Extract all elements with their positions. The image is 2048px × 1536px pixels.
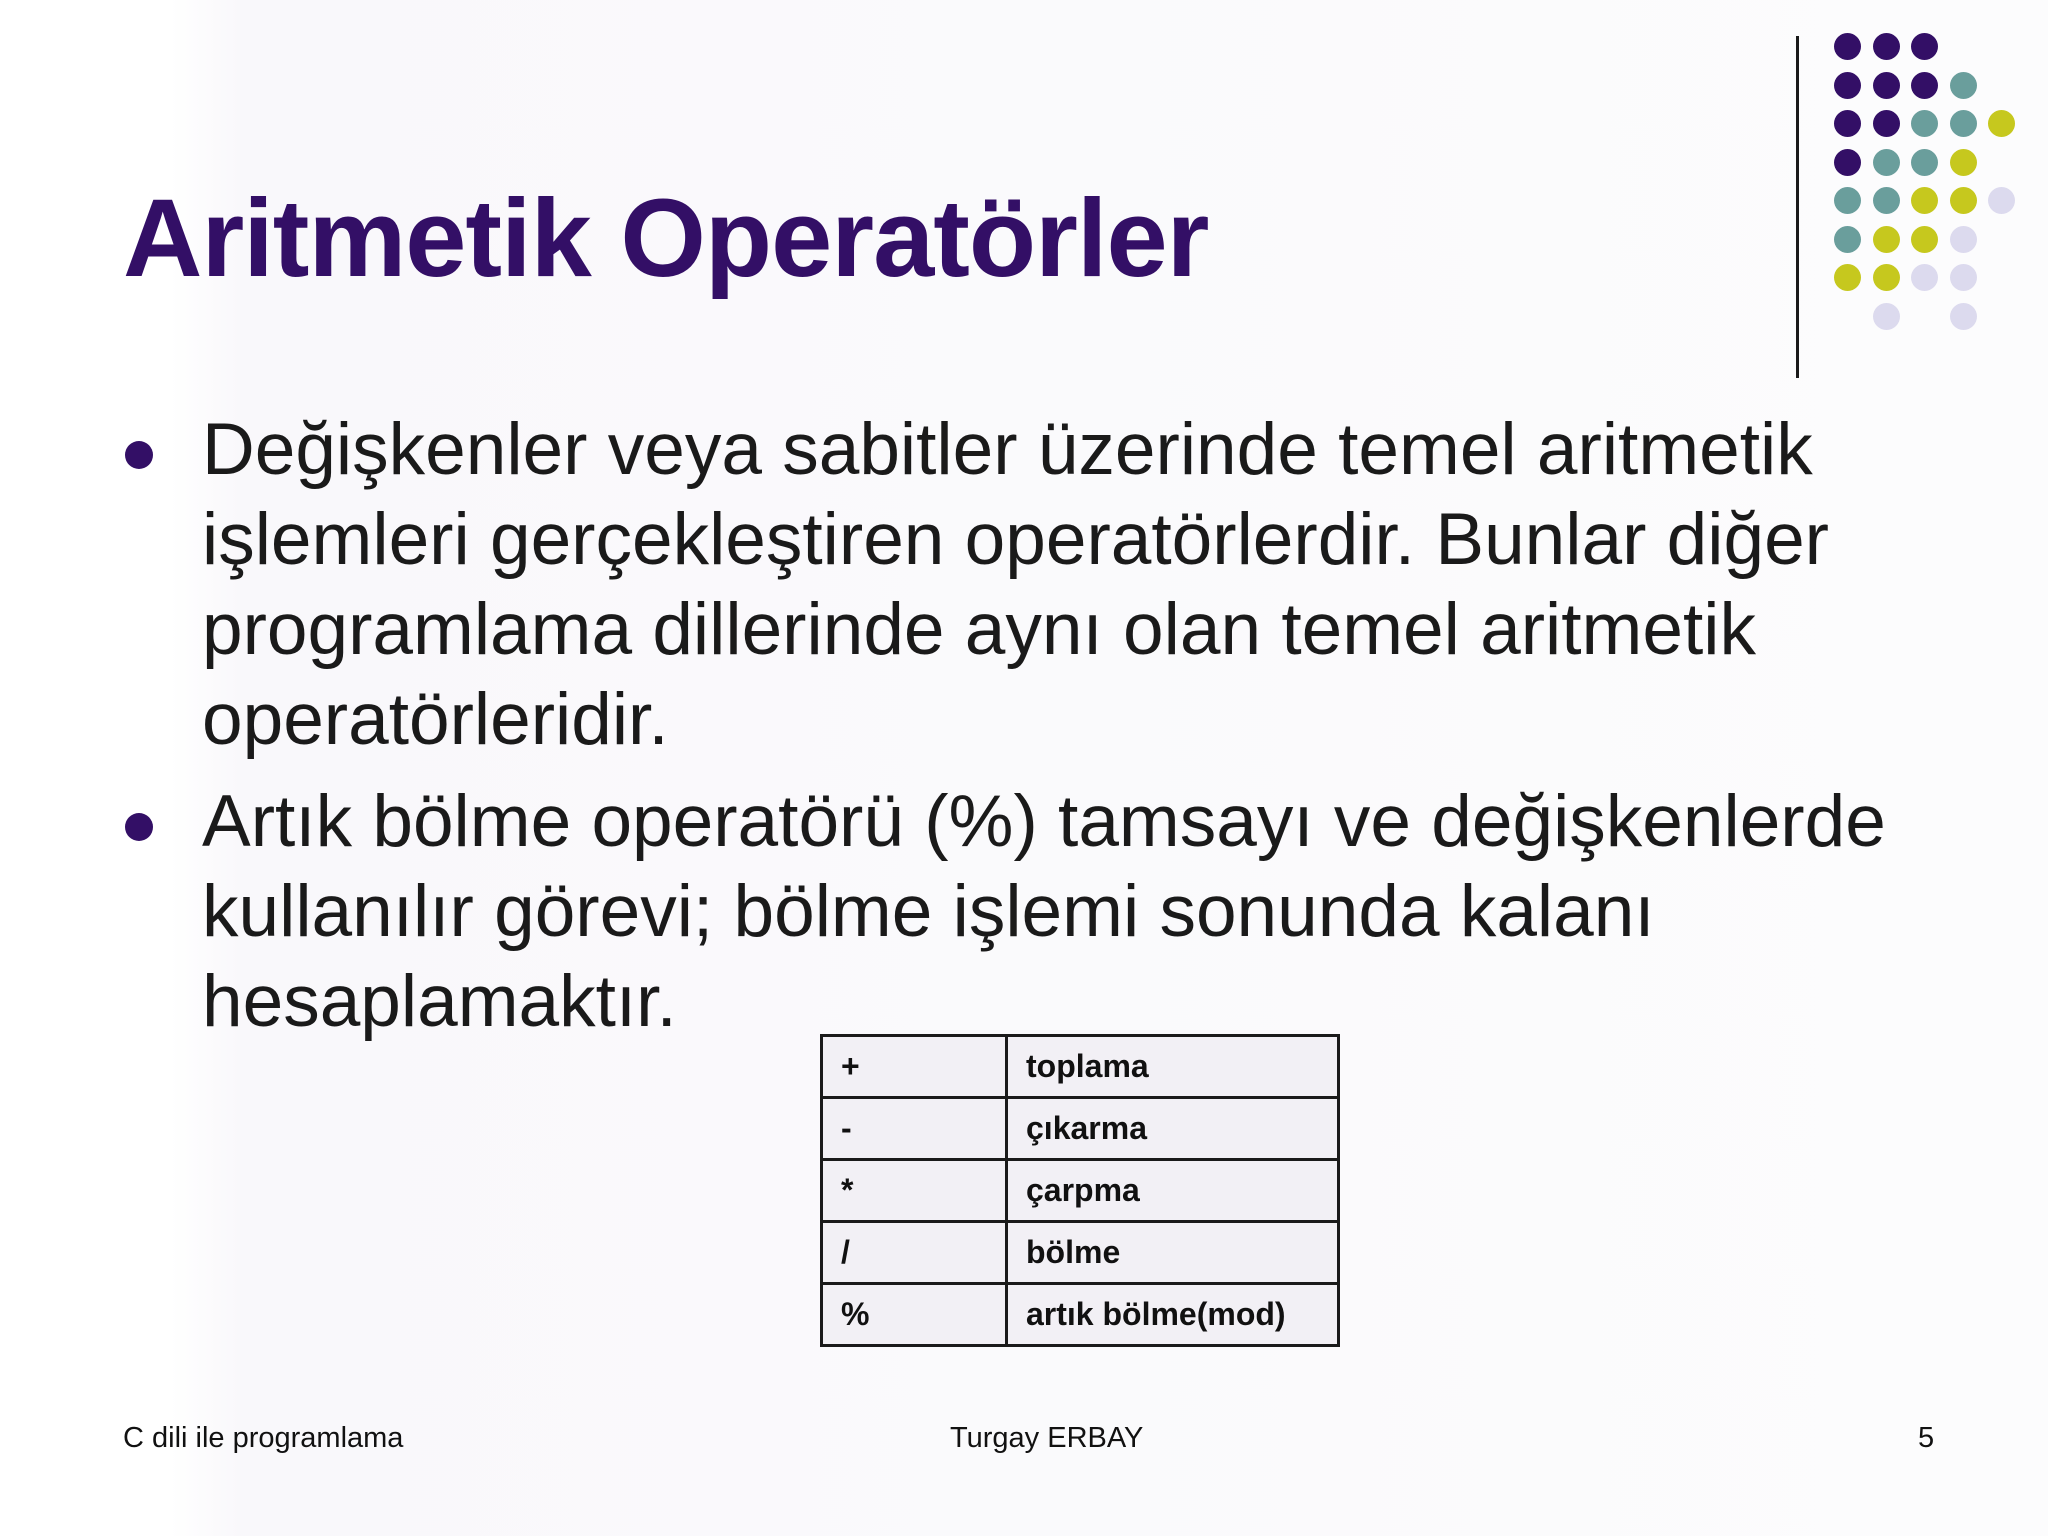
decorative-dot [1873,264,1900,291]
decorative-dot [1873,149,1900,176]
decorative-dot [1911,33,1938,60]
footer-course-name: C dili ile programlama [123,1422,404,1454]
bullet-text: Değişkenler veya sabitler üzerinde temel aritmetik işlemleri gerçekleştiren operatörlerdir. Bunlar diğer programlama dillerinde aynı olan temel aritmetik operatörleridir. [202,409,1829,760]
decorative-dot [1950,303,1977,330]
decorative-dot [1988,110,2015,137]
footer-page-number: 5 [1918,1422,1935,1454]
decorative-dot [1834,72,1861,99]
decorative-dot [1911,110,1938,137]
bullet-item [118,777,1978,1047]
operator-symbol: % [822,1284,1007,1346]
decorative-dot [1911,72,1938,99]
decorative-dot [1873,72,1900,99]
decorative-dot [1950,110,1977,137]
title-divider-line [1796,36,1799,378]
decorative-dot [1873,226,1900,253]
decorative-dot [1834,149,1861,176]
decorative-dot [1950,187,1977,214]
operator-name: bölme [1007,1222,1339,1284]
bullet-text: Artık bölme operatörü (%) tamsayı ve değişkenlerde kullanılır görevi; bölme işlemi sonunda kalanı hesaplamaktır. [202,781,1886,1042]
decorative-dot [1950,226,1977,253]
decorative-dot [1911,149,1938,176]
decorative-dot [1950,264,1977,291]
decorative-dot [1834,187,1861,214]
operator-name: toplama [1007,1036,1339,1098]
footer-author: Turgay ERBAY [950,1422,1144,1454]
operator-symbol: * [822,1160,1007,1222]
bullet-list [118,405,1978,1059]
operators-table [820,1034,1340,1347]
bullet-dot-icon [125,813,153,841]
decorative-dot [1873,110,1900,137]
operator-symbol: + [822,1036,1007,1098]
table-row [822,1160,1339,1222]
operator-name: çarpma [1007,1160,1339,1222]
decorative-dot [1911,264,1938,291]
table-row [822,1036,1339,1098]
decorative-dot [1988,187,2015,214]
bullet-item [118,405,1978,765]
decorative-dot [1911,226,1938,253]
slide-title: Aritmetik Operatörler [123,177,1209,300]
table-row [822,1098,1339,1160]
decorative-dot [1950,72,1977,99]
operator-symbol: / [822,1222,1007,1284]
table-row [822,1284,1339,1346]
table-row [822,1222,1339,1284]
operator-symbol: - [822,1098,1007,1160]
decorative-dot [1873,33,1900,60]
operator-name: artık bölme(mod) [1007,1284,1339,1346]
operator-name: çıkarma [1007,1098,1339,1160]
decorative-dot [1950,149,1977,176]
decorative-dot [1873,187,1900,214]
decorative-dot [1834,33,1861,60]
decorative-dot [1834,226,1861,253]
decorative-dot [1834,110,1861,137]
decorative-dot [1834,264,1861,291]
decorative-dot [1873,303,1900,330]
bullet-dot-icon [125,441,153,469]
decorative-dot [1911,187,1938,214]
